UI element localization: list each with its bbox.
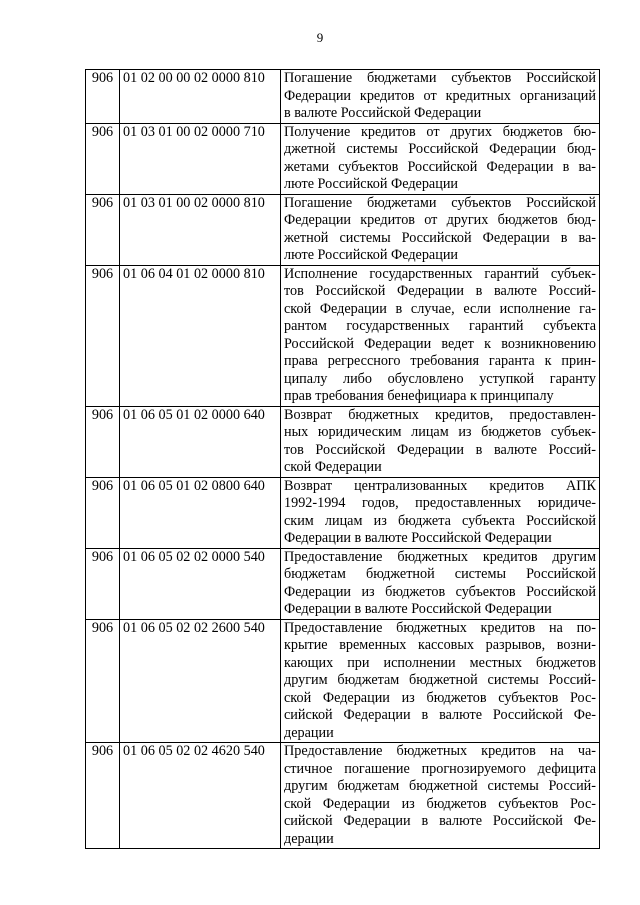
source-name-line: люте Российской Федерации — [284, 247, 459, 263]
source-name-line: Российской Федерации ведет к возникновению — [284, 335, 596, 352]
page-number: 9 — [316, 30, 324, 45]
source-name-line: джетной системы Российской Федерации бюд- — [284, 141, 596, 157]
source-name-cell — [281, 194, 600, 265]
source-name-cell — [281, 265, 600, 406]
source-name-line: Предоставление бюджетных кредитов на по- — [284, 619, 596, 636]
source-name-line: дерации — [284, 830, 334, 847]
budget-classification-code-cell: 01 06 05 01 02 0800 640 — [120, 477, 281, 548]
source-name-line: Предоставление бюджетных кредитов на ча- — [284, 743, 596, 759]
admin-code-cell: 906 — [86, 194, 120, 265]
source-name-line: другим бюджетам бюджетной системы Россий- — [284, 672, 596, 688]
source-name-line: прав требования бенефициара к принципалу — [284, 388, 554, 404]
budget-classification-code-cell: 01 03 01 00 02 0000 810 — [120, 194, 281, 265]
source-name-line: тов Российской Федерации в валюте Россий- — [284, 283, 596, 299]
source-name-line: люте Российской Федерации — [284, 176, 459, 192]
source-name-line: крытие временных кассовых разрывов, возни- — [284, 637, 596, 653]
source-name-line: Возврат централизованных кредитов АПК — [284, 477, 596, 494]
source-name-cell — [281, 123, 600, 194]
source-name-line: права регрессного требования гаранта к прин- — [284, 353, 596, 369]
source-name-line: дерации — [284, 724, 334, 741]
source-name-line: ской Федерации в случае, если исполнение га- — [284, 300, 596, 317]
admin-code-cell: 906 — [86, 548, 120, 619]
source-name-line: Федерации в валюте Российской Федерации — [284, 601, 552, 617]
source-name-line: жетной системы Российской Федерации в ва- — [284, 229, 596, 246]
source-name-line: ским лицам из бюджета субъекта Российской — [284, 512, 596, 529]
source-name-cell — [281, 406, 600, 477]
source-name-line: бюджетам бюджетной системы Российской — [284, 566, 596, 582]
table-row — [86, 619, 600, 743]
source-name-line: ской Федерации из бюджетов субъектов Рос- — [284, 689, 596, 706]
source-name-line: Федерации из бюджетов субъектов Российской — [284, 583, 596, 600]
source-name-cell — [281, 477, 600, 548]
table-body — [86, 70, 600, 849]
source-name-line: ской Федерации из бюджетов субъектов Рос- — [284, 795, 596, 812]
source-name-cell — [281, 743, 600, 849]
table-row — [86, 70, 600, 124]
table-row — [86, 743, 600, 849]
source-name-line: другим бюджетам бюджетной системы Россий- — [284, 778, 596, 794]
source-name-line: Получение кредитов от других бюджетов бю- — [284, 123, 596, 140]
source-name-line: Погашение бюджетами субъектов Российской — [284, 194, 596, 211]
source-name-line: Федерации кредитов от других бюджетов бюд- — [284, 212, 596, 228]
budget-classification-code-cell: 01 03 01 00 02 0000 710 — [120, 123, 281, 194]
source-name-line: 1992-1994 годов, предоставленных юридиче- — [284, 495, 596, 511]
source-name-line: Предоставление бюджетных кредитов другим — [284, 548, 596, 565]
admin-code-cell: 906 — [86, 743, 120, 849]
table-row — [86, 123, 600, 194]
source-name-line: Исполнение государственных гарантий субъек- — [284, 265, 596, 282]
table-row — [86, 477, 600, 548]
budget-classification-code-cell: 01 06 04 01 02 0000 810 — [120, 265, 281, 406]
table-row — [86, 548, 600, 619]
source-name-line: Федерации кредитов от кредитных организаций — [284, 87, 596, 104]
admin-code-cell: 906 — [86, 70, 120, 124]
budget-classification-code-cell: 01 06 05 02 02 4620 540 — [120, 743, 281, 849]
table-row — [86, 194, 600, 265]
source-name-line: ных юридическим лицам из бюджетов субъек- — [284, 424, 596, 440]
budget-classification-code-cell: 01 06 05 02 02 0000 540 — [120, 548, 281, 619]
source-name-line: тов Российской Федерации в валюте Россий- — [284, 441, 596, 458]
budget-codes-table — [85, 69, 600, 849]
source-name-line: сийской Федерации в валюте Российской Фе- — [284, 707, 596, 723]
source-name-cell — [281, 70, 600, 124]
admin-code-cell: 906 — [86, 123, 120, 194]
source-name-line: в валюте Российской Федерации — [284, 105, 482, 121]
admin-code-cell: 906 — [86, 265, 120, 406]
source-name-line: ской Федерации — [284, 459, 382, 475]
budget-classification-code-cell: 01 02 00 00 02 0000 810 — [120, 70, 281, 124]
admin-code-cell: 906 — [86, 619, 120, 743]
source-name-line: сийской Федерации в валюте Российской Фе- — [284, 813, 596, 829]
admin-code-cell: 906 — [86, 406, 120, 477]
source-name-cell — [281, 619, 600, 743]
table-row — [86, 265, 600, 406]
source-name-line: ципалу либо обусловлено уступкой гаранту — [284, 370, 596, 387]
table-row — [86, 406, 600, 477]
source-name-line: Федерации в валюте Российской Федерации — [284, 530, 552, 546]
budget-classification-code-cell: 01 06 05 01 02 0000 640 — [120, 406, 281, 477]
source-name-line: рантом государственных гарантий субъекта — [284, 318, 596, 334]
source-name-line: Погашение бюджетами субъектов Российской — [284, 70, 596, 86]
source-name-line: кающих при исполнении местных бюджетов — [284, 654, 596, 671]
source-name-cell — [281, 548, 600, 619]
budget-classification-code-cell: 01 06 05 02 02 2600 540 — [120, 619, 281, 743]
source-name-line: Возврат бюджетных кредитов, предоставлен- — [284, 406, 596, 423]
source-name-line: стичное погашение прогнозируемого дефицита — [284, 760, 596, 777]
admin-code-cell: 906 — [86, 477, 120, 548]
source-name-line: жетами субъектов Российской Федерации в ва- — [284, 158, 596, 175]
